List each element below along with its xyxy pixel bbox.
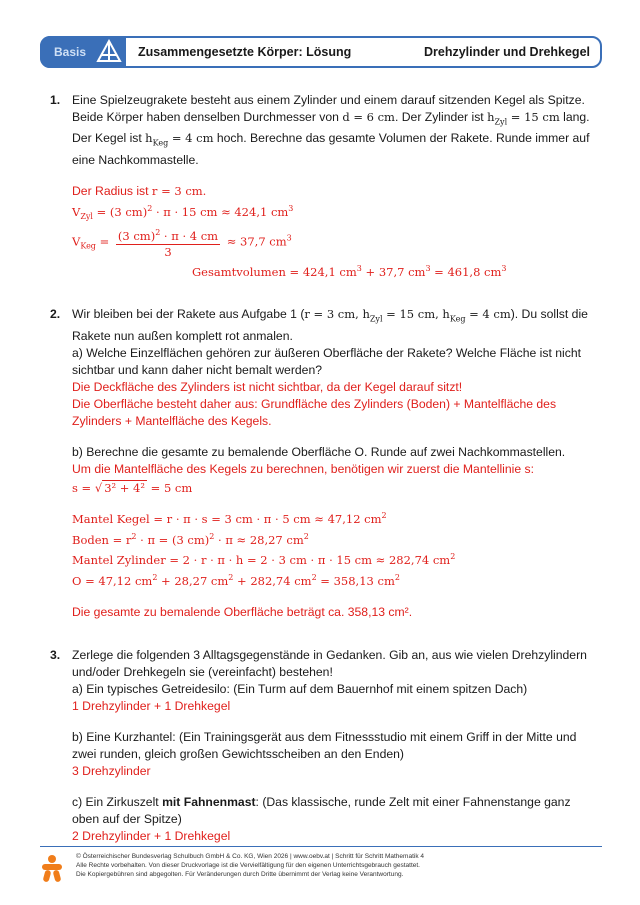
page-topic: Drehzylinder und Drehkegel (423, 45, 590, 59)
oebv-logo-icon (40, 853, 64, 883)
task-list (50, 92, 595, 845)
task-3c-question: c) Ein Zirkuszelt mit Fahnenmast: (Das klassische, runde Zelt mit einer Fahnenstange ganz oben auf der Spitze) (72, 794, 571, 826)
math-term: d = 6 cm (342, 110, 395, 124)
task-2b-result: Die gesamte zu bemalende Oberfläche beträgt ca. 358,13 cm². (72, 604, 413, 619)
compass-triangle-icon (96, 39, 122, 65)
task-1-question (72, 92, 595, 169)
question-text: . Der Zylinder ist (394, 110, 488, 124)
worksheet-header (40, 36, 602, 68)
task-3a-question: a) Ein typisches Getreidesilo: (Ein Turm auf dem Bauernhof mit einem spitzen Dach) (72, 681, 528, 696)
cone-lateral-line: Mantel Kegel = r · π · s = 3 cm · π · 5 cm ≈ 47,12 $cm^2$ (72, 510, 387, 526)
cylinder-lateral-line: Mantel Zylinder = 2 · r · π · h = 2 · 3 cm · π · 15 cm ≈ 282,74 $cm^2$ (72, 552, 456, 568)
volume-cone-fraction: $\frac{(3 cm)^2 \cdot \pi \cdot 4 cm}{3}$ (116, 225, 220, 260)
task-1 (50, 92, 595, 280)
task-3-intro: Zerlege die folgenden 3 Alltagsgegenstände in Gedanken. Gib an, aus wie vielen Drehzylindern und/oder Drehkegeln sie (vereinfacht) bestehen! (72, 647, 587, 679)
footer-divider (40, 846, 602, 847)
math-term: $h_{Keg} = 4$ cm (145, 131, 214, 148)
level-badge-label: Basis (54, 45, 87, 59)
task-2b-question: b) Berechne die gesamte zu bemalende Oberfläche O. Runde auf zwei Nachkommastellen. (72, 444, 566, 459)
radius-answer: Der Radius ist r = 3 cm. (72, 183, 207, 198)
task-number: 2. (50, 307, 61, 322)
task-2a-question: a) Welche Einzelflächen gehören zur äußeren Oberfläche der Rakete? Welche Fläche ist nicht sichtbar und kann daher nicht bemalt werden? (72, 345, 581, 377)
task-3 (50, 647, 595, 845)
task-2b-answer-intro: Um die Mantelfläche des Kegels zu berechnen, benötigen wir zuerst die Mantellinie s: (72, 461, 535, 476)
task-2 (50, 306, 595, 621)
level-badge (40, 36, 126, 68)
footer-line: Alle Rechte vorbehalten. Von dieser Druckvorlage ist die Vervielfältigung für den eigenen Unterrichtsgebrauch gestattet. (76, 862, 420, 869)
slant-height-line: s = √ 3² + 4² = 5 cm (72, 480, 193, 495)
task-number: 3. (50, 647, 61, 662)
page-title: Zusammengesetzte Körper: Lösung (138, 45, 352, 59)
task-2a-answer-2: Die Oberfläche besteht daher aus: Grundfläche des Zylinders (Boden) + Mantelfläche des Zylinders + Mantelfläche des Kegels. (72, 396, 557, 428)
task-2a-answer-1: Die Deckfläche des Zylinders ist nicht sichtbar, da der Kegel darauf sitzt! (72, 379, 463, 394)
question-text: hoch. Berechne das gesamte Volumen der Rakete. Runde immer auf eine Nachkommastelle. (72, 131, 590, 167)
footer-line: Die Kopiergebühren sind abgegolten. Für Veränderungen durch Dritte übernimmt der Verlag keine Verantwortung. (76, 871, 404, 878)
task-3a-answer: 1 Drehzylinder + 1 Drehkegel (72, 698, 231, 713)
math-term: $h_{Zyl} = 15$ cm (487, 110, 560, 127)
task-3b-question: b) Eine Kurzhantel: (Ein Trainingsgerät aus dem Fitnessstudio mit einem Griff in der Mitte und zwei runden, gleich großen Gewichtsscheiben an den Enden) (72, 729, 577, 761)
question-text: lang. Der Kegel ist (72, 110, 590, 146)
task-3b-answer: 3 Drehzylinder (72, 763, 151, 778)
volume-cone-line: $V_{Keg}$ = $\frac{(3 cm)^2 \cdot \pi \cdot 4 cm}{3}$ ≈ 37,7 $cm^3$ (72, 225, 595, 260)
footer-copyright (76, 852, 424, 879)
footer-line: © Österreichischer Bundesverlag Schulbuch GmbH & Co. KG, Wien 2026 | www.oebv.at | Schritt für Schritt Mathematik 4 (76, 853, 424, 860)
task-number: 1. (50, 93, 61, 107)
task-2-intro: Wir bleiben bei der Rakete aus Aufgabe 1 (r = 3 cm, $h_{Zyl} = 15$ cm, $h_{Keg} = 4$ cm). Du sollst die Rakete nun außen komplett rot anmalen. (72, 307, 588, 343)
base-area-line: Boden = $r^2 \cdot \pi = (3$ cm)$^2$ · π ≈ 28,27 $cm^2$ (72, 531, 309, 547)
total-volume-line: Gesamtvolumen = 424,1 $cm^3 + 37,7$ $cm^3 = 461,8$ $cm^3$ (192, 263, 507, 279)
surface-total-line: O = 47,12 $cm^2 + 28,27$ $cm^2 + 282,74$ $cm^2 = 358,13$ $cm^2$ (72, 573, 400, 588)
question-text: Eine Spielzeugrakete besteht aus einem Zylinder und einem darauf sitzenden Kegel als Spitze. Beide Körper haben denselben Durchmesser von (72, 93, 585, 124)
volume-cylinder-line: $V_{Zyl} = (3$ cm)$^2$ · π · 15 cm ≈ 424,1 $cm^3$ (72, 203, 294, 221)
task-3c-answer: 2 Drehzylinder + 1 Drehkegel (72, 828, 231, 843)
